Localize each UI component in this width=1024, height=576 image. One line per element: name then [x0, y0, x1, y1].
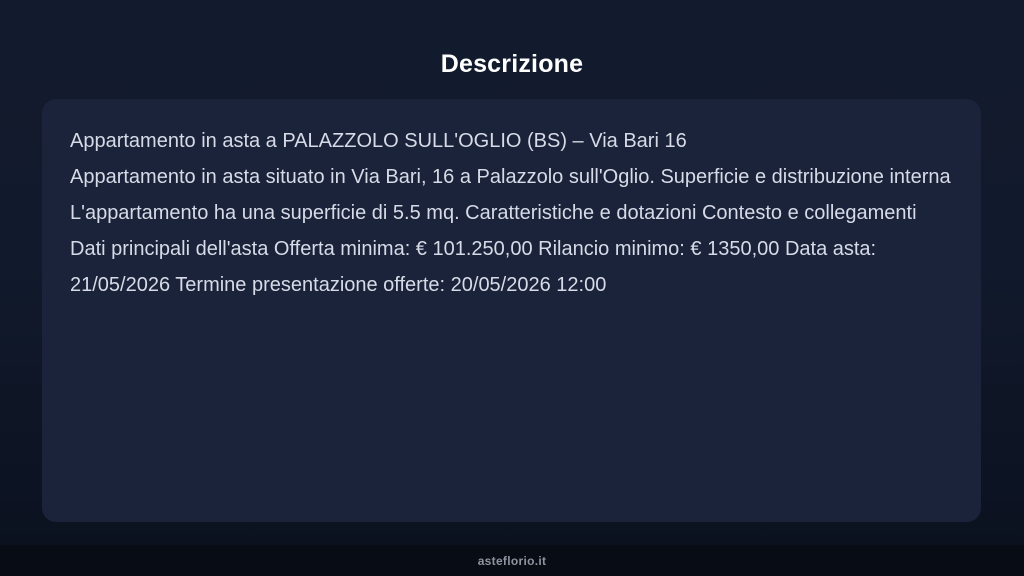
description-headline: Appartamento in asta a PALAZZOLO SULL'OGLIO (BS) – Via Bari 16: [70, 130, 687, 152]
description-text: [70, 123, 953, 303]
footer-bar: [0, 545, 1024, 576]
description-body: Appartamento in asta situato in Via Bari, 16 a Palazzolo sull'Oglio. Superficie e distribuzione interna L'appartamento ha una superficie di 5.5 mq. Caratteristiche e dotazioni Contesto e collegamenti Dati principali dell'asta Offerta minima: € 101.250,00 Rilancio minimo: € 1350,00 Data asta: 21/05/2026 Termine presentazione offerte: 20/05/2026 12:00: [70, 166, 951, 296]
page-title: Descrizione: [440, 50, 584, 78]
footer-site-label: asteflorio.it: [477, 553, 547, 568]
description-card: [42, 99, 981, 522]
